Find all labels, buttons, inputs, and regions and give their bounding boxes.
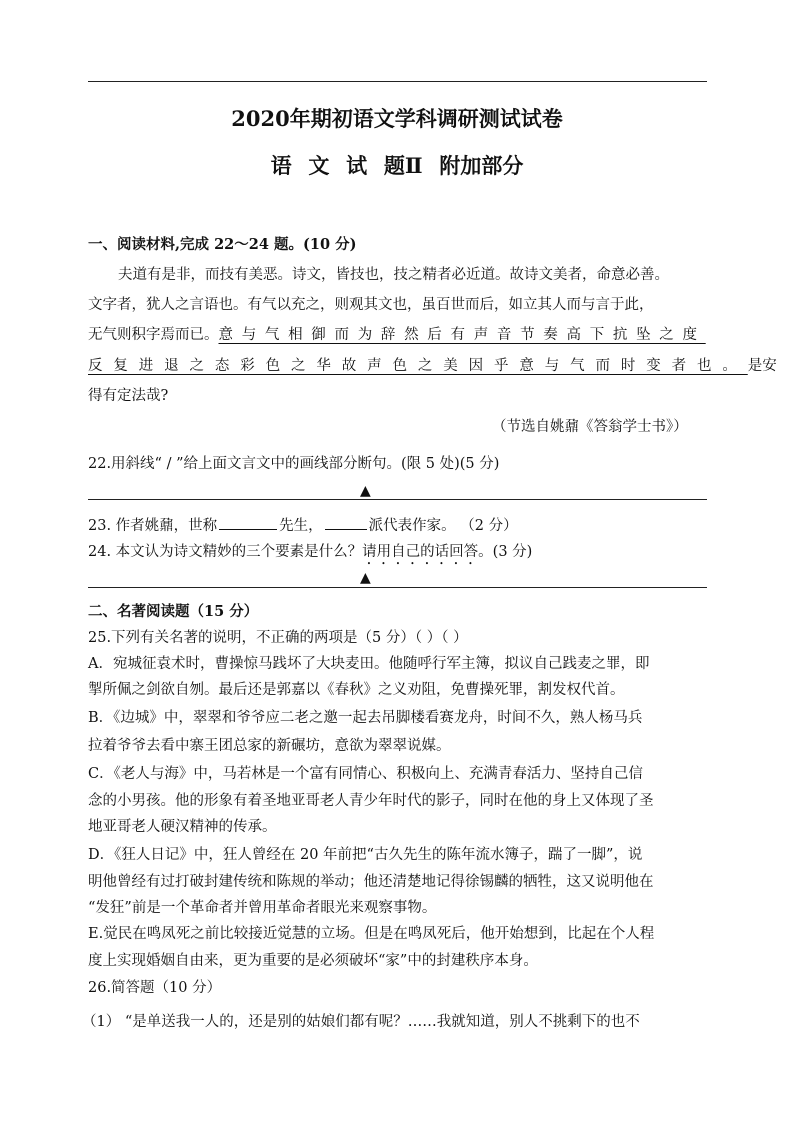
passage-line-3 <box>88 323 706 344</box>
question-22: 22.用斜线“ / ”给上面文言文中的画线部分断句。(限 5 处)(5 分) <box>88 456 500 472</box>
option-e-line-1: E.觉民在鸣凤死之前比较接近觉慧的立场。但是在鸣凤死后，他开始想到，比起在个人程 <box>88 926 655 942</box>
passage-line-3-plain: 无气则积字焉而已。 <box>88 327 219 343</box>
paper-title: 语 文 试 题Ⅱ 附加部分 <box>270 153 524 178</box>
question-25: 25.下列有关名著的说明，不正确的两项是（5 分）（ ）（ ） <box>88 630 468 646</box>
q24-suffix: 。(3 分) <box>478 544 533 560</box>
question-26: 26.简答题（10 分） <box>88 980 222 996</box>
underlined-text-2: 反复进退之态彩色之华故声色之美因乎意与气而时变者也。 <box>88 358 748 374</box>
underlined-text-1: 意与气相御而为辞然后有声音节奏高下抗坠之度 <box>218 327 706 343</box>
q23-blank-1[interactable] <box>219 515 277 530</box>
top-rule <box>88 81 707 82</box>
section1-heading: 一、阅读材料,完成 22～24 题。(10 分) <box>88 236 357 253</box>
option-a-line-2: 掣所佩之剑欲自刎。最后还是郭嘉以《春秋》之义劝阻，免曹操死罪，割发权代首。 <box>88 682 625 698</box>
option-c-line-1: C．《老人与海》中，马若林是一个富有同情心、积极向上、充满青春活力、坚持自己信 <box>88 766 643 782</box>
passage-line-1: 夫道有是非，而技有美恶。诗文，皆技也，技之精者必近道。故诗文美者，命意必善。 <box>118 267 669 283</box>
answer-line-24 <box>88 587 707 588</box>
question-24 <box>88 540 532 568</box>
exam-title: 2020年期初语文学科调研测试试卷 <box>231 106 563 131</box>
q23-suffix: 派代表作家。 （2 分） <box>368 518 518 534</box>
q23-prefix: 23. 作者姚鼐，世称 <box>88 518 218 534</box>
question-23 <box>88 514 518 535</box>
q24-prefix: 24. 本文认为诗文精妙的三个要素是什么？ <box>88 544 363 560</box>
option-d-line-1: D．《狂人日记》中，狂人曾经在 20 年前把“古久先生的陈年流水簿子，踹了一脚”，说 <box>88 847 643 863</box>
option-d-line-2: 明他曾经有过打破封建传统和陈规的举动；他还清楚地记得徐锡麟的牺牲，这又说明他在 <box>88 874 654 890</box>
passage-line-5: 得有定法哉? <box>88 388 169 404</box>
option-c-line-2: 念的小男孩。他的形象有着圣地亚哥老人青少年时代的影子，同时在他的身上又体现了圣 <box>88 793 654 809</box>
option-b-line-1: B．《边城》中，翠翠和爷爷应二老之邀一起去吊脚楼看赛龙舟，时间不久，熟人杨马兵 <box>88 710 643 726</box>
q23-middle: 先生， <box>279 518 323 534</box>
question-26-1: （1） “是单送我一人的，还是别的姑娘们都有呢？……我就知道，别人不挑剩下的也不 <box>82 1014 640 1030</box>
option-e-line-2: 度上实现婚姻自由来，更为重要的是必须破坏“家”中的封建秩序本身。 <box>88 953 538 969</box>
answer-marker-24: ▲ <box>360 570 371 586</box>
section2-heading: 二、名著阅读题（15 分） <box>88 603 259 620</box>
q24-emphasis: 请用自己的话回答 <box>362 544 479 560</box>
passage-source: （节选自姚鼐《答翁学士书》） <box>492 419 688 435</box>
answer-marker-22: ▲ <box>360 483 371 499</box>
passage-line-2: 文字者，犹人之言语也。有气以充之，则观其文也，虽百世而后，如立其人而与言于此， <box>88 297 654 313</box>
option-d-line-3: “发狂”前是一个革命者并曾用革命者眼光来观察事物。 <box>88 900 437 916</box>
option-b-line-2: 拉着爷爷去看中寨王团总家的新碾坊，意欲为翠翠说媒。 <box>88 738 451 754</box>
option-c-line-3: 地亚哥老人硬汉精神的传承。 <box>88 819 277 835</box>
answer-line-22 <box>88 499 707 500</box>
passage-line-4 <box>88 354 777 375</box>
passage-line-4-tail: 是安 <box>747 358 777 374</box>
q23-blank-2[interactable] <box>325 515 367 530</box>
option-a-line-1: A．宛城征袁术时，曹操惊马践坏了大块麦田。他随呼行军主簿，拟议自己践麦之罪，即 <box>88 656 650 672</box>
